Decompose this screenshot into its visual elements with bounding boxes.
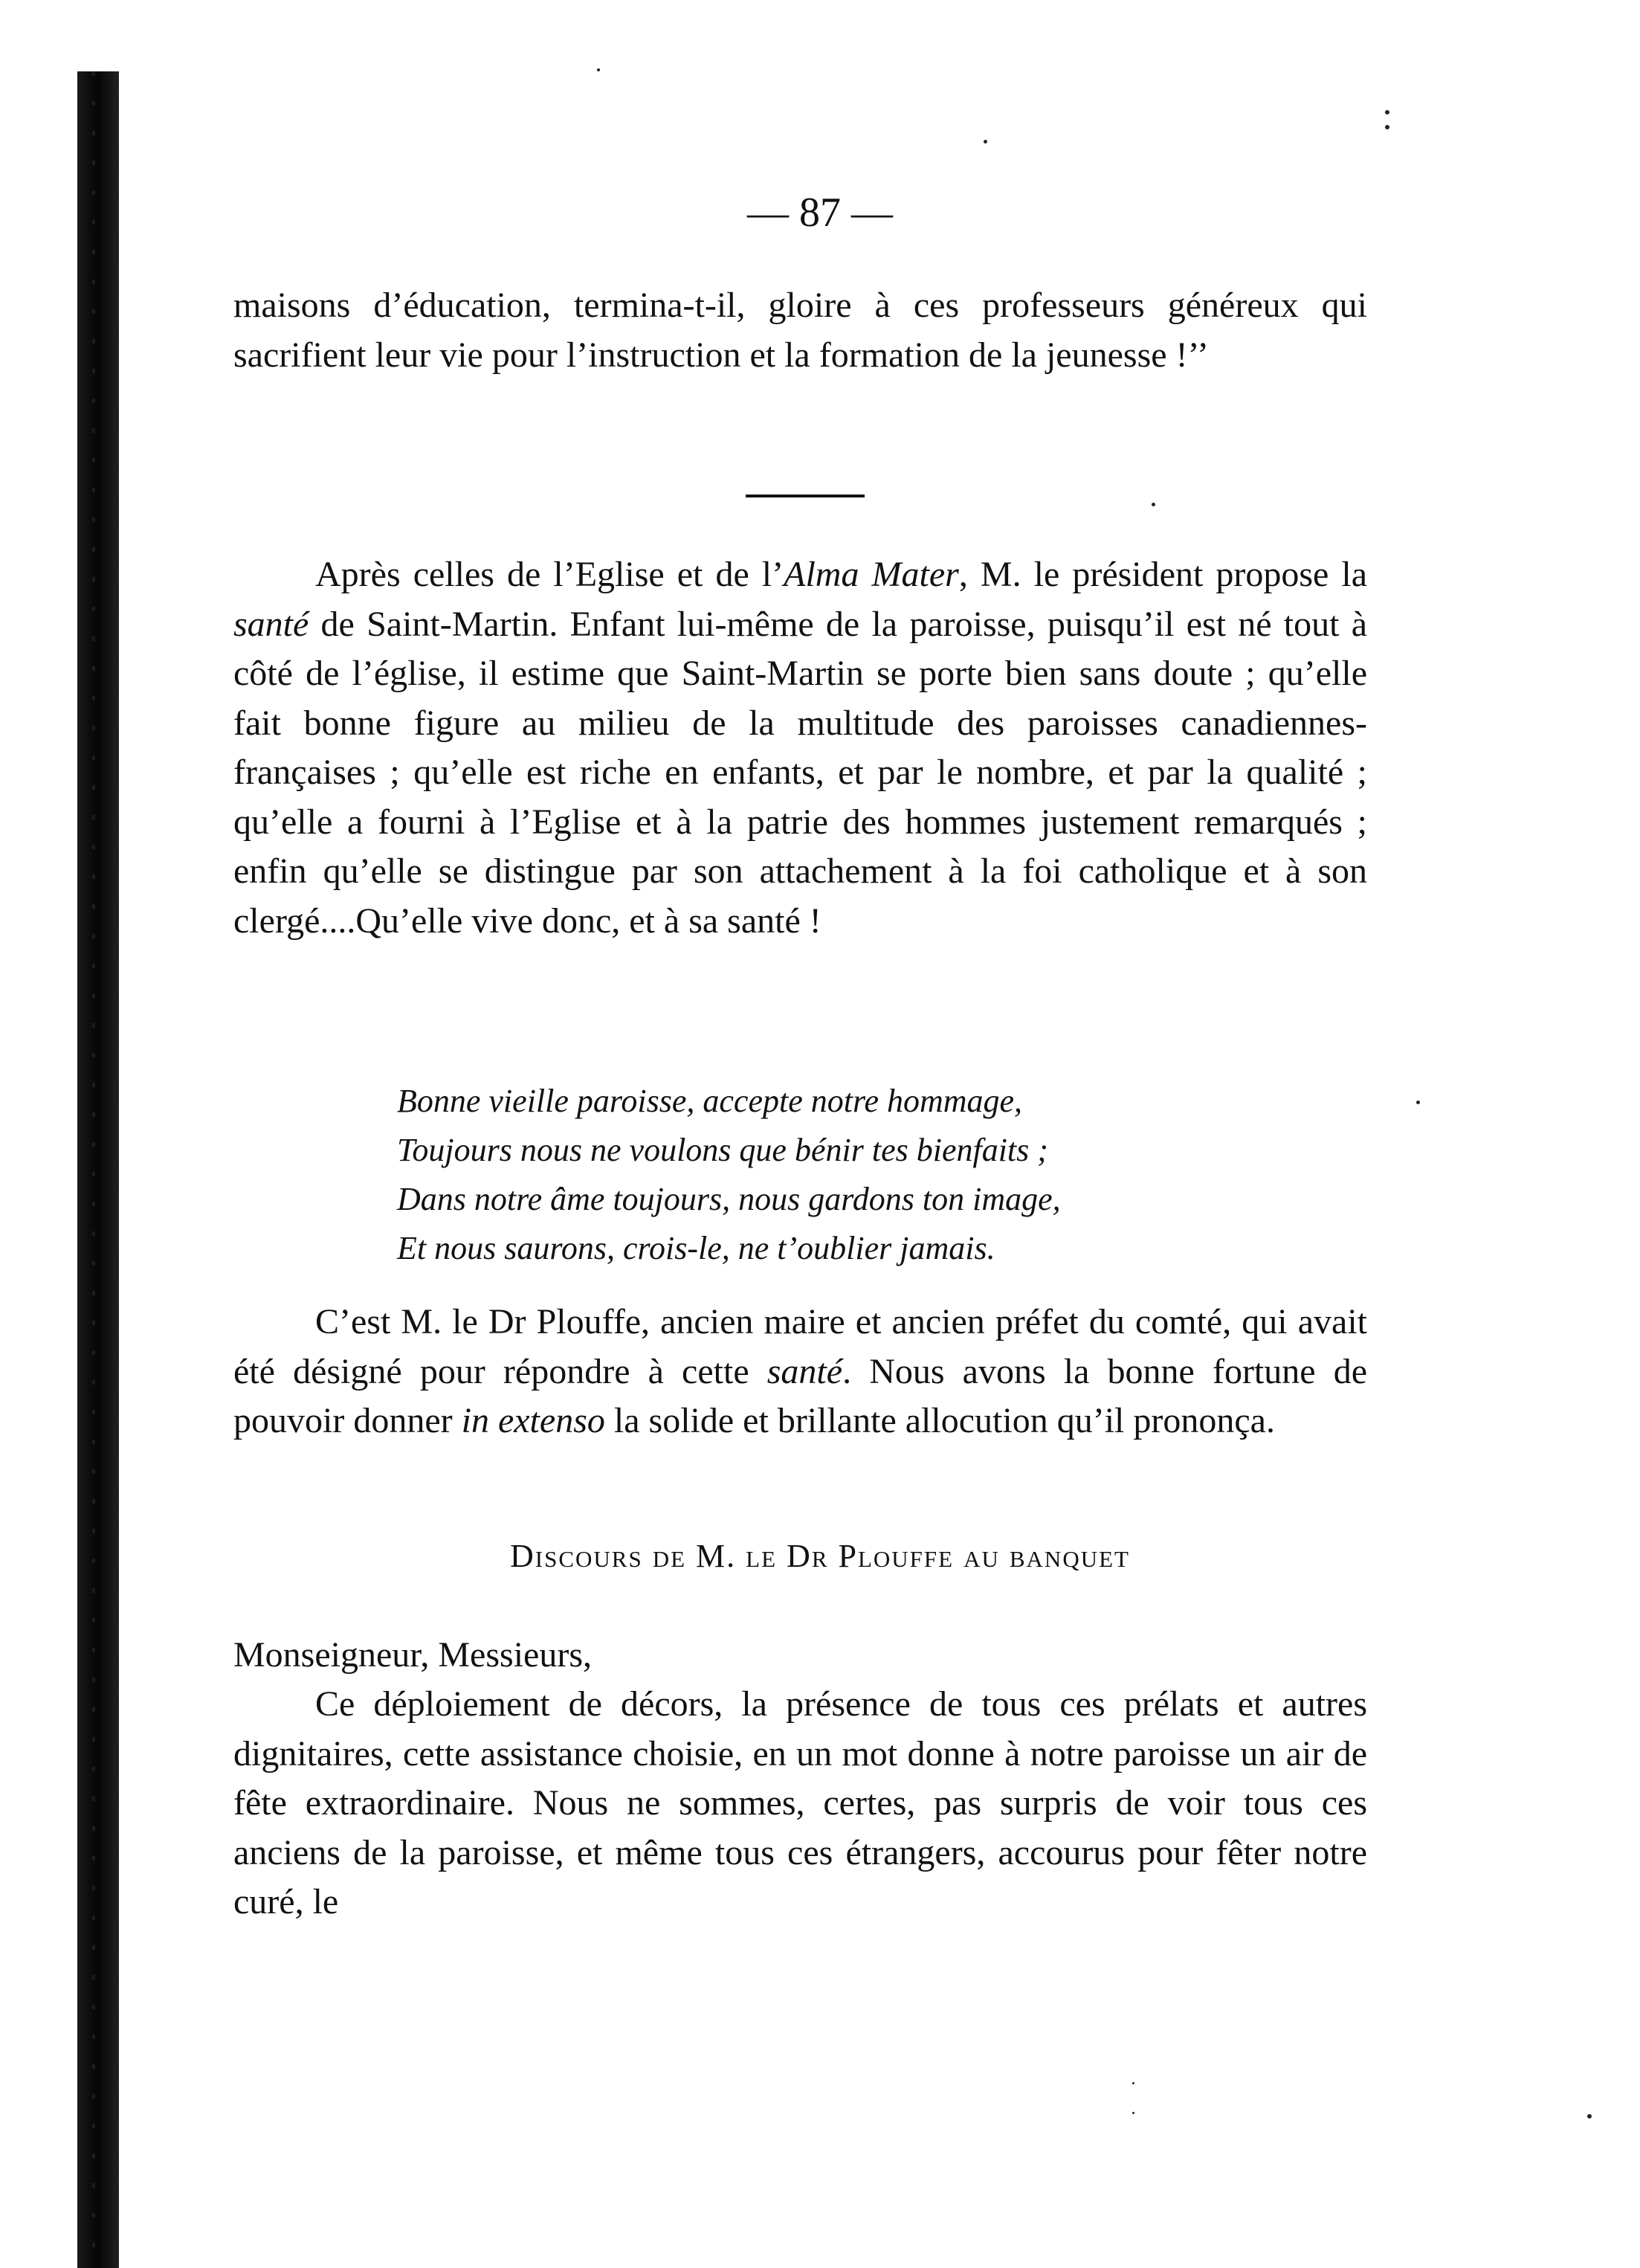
text-run: de Saint-Martin. Enfant lui-même de la paroisse, puisqu’il est né tout à côté de l’église, il estime que Saint-Martin se porte bien sans doute ; qu’elle fait bonne figure au milieu de la multitude des paroisses canadiennes-françaises ; qu’elle est riche en enfants, et par le nombre, et par la qualité ; qu’elle a fourni à l’Eglise et à la patrie des hommes justement remarqués ; enfin qu’elle se distingue par son attachement à la foi catholique et à son clergé....Qu’elle vive donc, et à sa santé ! [233, 604, 1367, 941]
paragraph-text [233, 1298, 1367, 1446]
italic-sante: santé [766, 1351, 843, 1391]
italic-sante: santé [233, 604, 309, 644]
paragraph-text: maisons d’éducation, termina-t-il, gloire à ces professeurs généreux qui sacrifient leur vie pour l’instruction et la formation de la jeunesse !’’ [233, 286, 1367, 375]
paragraph-continuation [233, 281, 1367, 380]
scan-speck [1132, 2082, 1134, 2084]
verse-line: Toujours nous ne voulons que bénir tes bienfaits ; [397, 1132, 1048, 1168]
verse-block [397, 1077, 1363, 1273]
scan-speck [1132, 2112, 1134, 2114]
salutation: Monseigneur, Messieurs, [233, 1635, 593, 1675]
paragraph-text: Ce déploiement de décors, la présence de tous ces prélats et autres dignitaires, cette assistance choisie, en un mot donne à notre paroisse un air de fête extraordinaire. Nous ne sommes, certes, pas surpris de voir tous ces anciens de la paroisse, et même tous ces étrangers, accourus pour fêter notre curé, le [233, 1684, 1367, 1921]
scan-speck [1385, 110, 1389, 115]
page-number: — 87 — [747, 190, 893, 236]
paragraph-toast [233, 550, 1367, 946]
text-run: . Nous avons la bonne fortune de pouvoir donner [233, 1351, 1367, 1440]
text-run: , M. le président propose la [958, 555, 1368, 594]
text-run: C’est M. le Dr Plouffe, ancien maire et ancien préfet du comté, qui avait été désigné pour répondre à cette [233, 1302, 1367, 1391]
scan-speck [1587, 2114, 1592, 2119]
scan-speck [1385, 125, 1389, 129]
verse-line: Bonne vieille paroisse, accepte notre hommage, [397, 1083, 1023, 1119]
scan-speck [597, 68, 600, 71]
paragraph-text [233, 550, 1367, 946]
section-heading: Discours de M. le Dr Plouffe au banquet [510, 1538, 1130, 1574]
section-divider [746, 494, 865, 497]
text-run: Après celles de l’Eglise et de l’ [315, 555, 784, 594]
binding-edge [77, 71, 119, 2268]
scan-speck [1416, 1101, 1420, 1104]
italic-alma-mater: Alma Mater [784, 555, 959, 594]
scan-speck [1152, 503, 1155, 506]
paragraph-speech [233, 1680, 1367, 1927]
verse-line: Et nous saurons, crois-le, ne t’oublier jamais. [397, 1230, 995, 1266]
text-run: la solide et brillante allocution qu’il prononça. [604, 1401, 1275, 1440]
scan-speck [984, 140, 987, 144]
paragraph-reply [233, 1298, 1367, 1446]
verse-line: Dans notre âme toujours, nous gardons ton image, [397, 1181, 1061, 1217]
italic-in-extenso: in extenso [461, 1401, 605, 1440]
